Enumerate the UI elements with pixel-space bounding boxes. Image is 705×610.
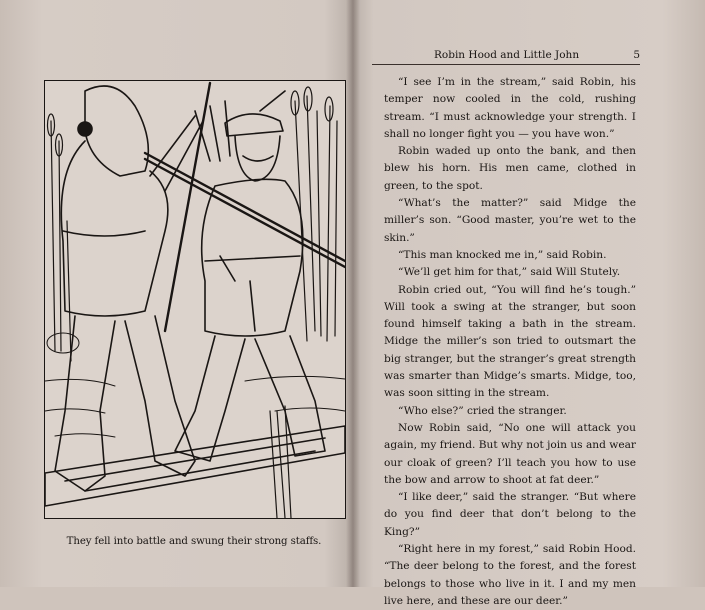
figure-left — [55, 86, 203, 491]
paragraph: “I see I’m in the stream,” said Robin, his temper now cooled in the cold, rushing stream. “I must acknowledge your strength. I shall no longer fight you — you have won.” — [384, 76, 636, 140]
illustration-fight-scene — [44, 80, 346, 519]
page-number: 5 — [633, 49, 640, 61]
running-head — [372, 48, 640, 65]
paragraph: “Right here in my forest,” said Robin Hood. “The deer belong to the forest, and the forest belongs to those who live in it. I and my men live here, and these are our deer.” — [384, 543, 636, 607]
body-text — [384, 74, 636, 610]
book-gutter — [346, 0, 360, 587]
paragraph: “Who else?” cried the stranger. — [398, 404, 567, 417]
reeds-left — [48, 114, 72, 361]
paragraph: “We’ll get him for that,” said Will Stutely. — [398, 266, 621, 279]
reeds-right — [291, 87, 337, 341]
paragraph: Now Robin said, “No one will attack you again, my friend. But why not join us and wear our cloak of green? I’ll teach you how to use the bow and arrow to shoot at fat deer.” — [384, 421, 636, 486]
paragraph: “What’s the matter?” said Midge the miller’s son. “Good master, you’re wet to the skin.” — [384, 197, 636, 244]
water-lines — [45, 333, 345, 437]
running-head-title: Robin Hood and Little John — [434, 49, 580, 61]
paragraph: “This man knocked me in,” said Robin. — [398, 248, 607, 261]
illustration-caption: They fell into battle and swung their strong staffs. — [66, 536, 322, 547]
staffs — [145, 83, 345, 331]
paragraph: Robin waded up onto the bank, and then blew his horn. His men came, clothed in green, to the spot. — [384, 145, 636, 192]
paragraph: “I like deer,” said the stranger. “But where do you find deer that don’t belong to the King?” — [384, 491, 636, 538]
log — [45, 426, 345, 506]
paragraph: Robin cried out, “You will find he’s tough.” Will took a swing at the stranger, but soon found himself taking a bath in the stream. Midge the miller’s son tried to outsmart the big stranger, but the stranger’s great strength was smarter than Midge’s smarts. Midge, too, was soon sitting in the stream. — [384, 283, 636, 400]
